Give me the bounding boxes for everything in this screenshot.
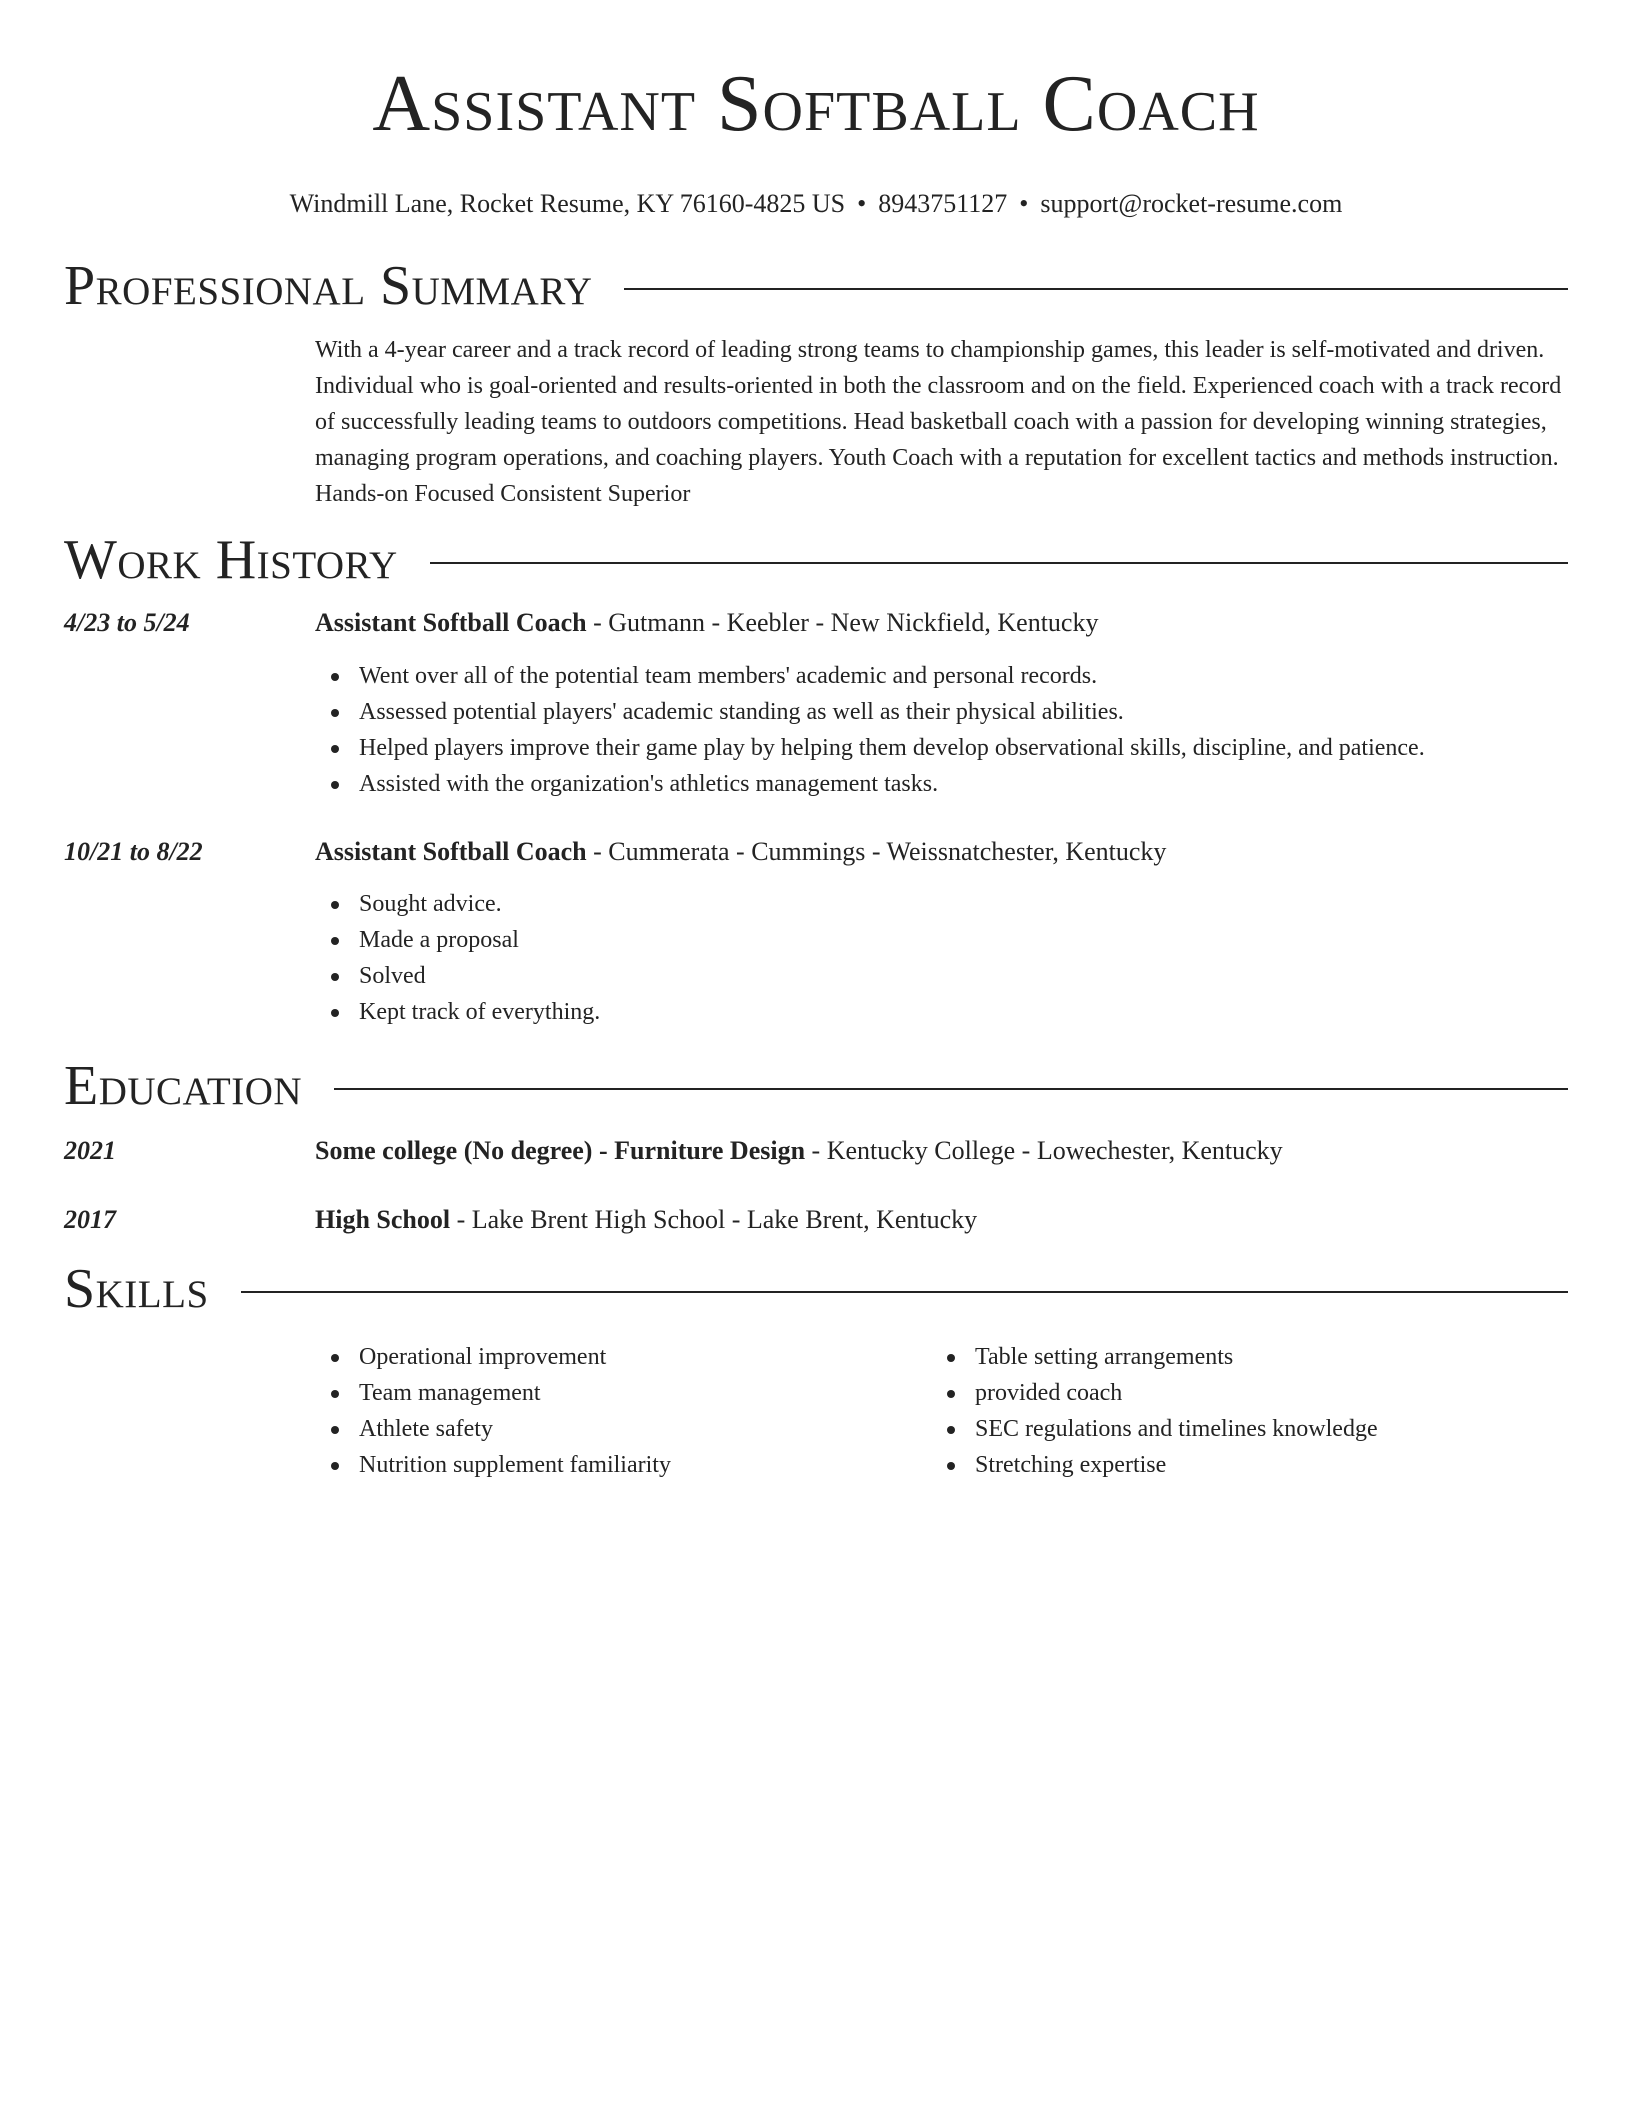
education-year: 2017 — [64, 1205, 116, 1234]
section-divider — [430, 562, 1568, 564]
job-employer-location: - Cummerata - Cummings - Weissnatchester, Kentucky — [586, 837, 1167, 866]
job-duties-list — [315, 886, 1568, 1030]
skills-section-header — [64, 1257, 1568, 1321]
list-item: Helped players improve their game play by helping them develop observational skills, discipline, and patience. — [315, 730, 1568, 766]
summary-heading: Professional Summary — [64, 255, 593, 317]
skill-item: Operational improvement — [315, 1339, 931, 1375]
resume-page — [64, 0, 1568, 1483]
skills-columns — [315, 1339, 1568, 1483]
work-section-header — [64, 528, 1568, 592]
skills-list-left — [315, 1339, 931, 1483]
education-heading-line — [315, 1203, 977, 1237]
job-entry — [64, 835, 1568, 869]
candidate-name: Assistant Softball Coach — [372, 60, 1260, 148]
skill-item: SEC regulations and timelines knowledge — [931, 1411, 1547, 1447]
education-heading: Education — [64, 1055, 303, 1117]
contact-separator: • — [857, 189, 867, 218]
list-item: Kept track of everything. — [315, 994, 1568, 1030]
job-title: Assistant Softball Coach — [315, 608, 587, 637]
list-item: Made a proposal — [315, 922, 1568, 958]
education-section-header — [64, 1054, 1568, 1118]
contact-address: Windmill Lane, Rocket Resume, KY 76160-4825 US — [289, 189, 846, 218]
education-school-location: - Kentucky College - Lowechester, Kentucky — [805, 1136, 1283, 1165]
work-heading: Work History — [64, 529, 398, 591]
summary-section-header — [64, 254, 1568, 318]
contact-phone: 8943751127 — [878, 189, 1008, 218]
section-divider — [624, 288, 1568, 290]
list-item: Sought advice. — [315, 886, 1568, 922]
contact-email: support@rocket-resume.com — [1040, 189, 1343, 218]
summary-text: With a 4-year career and a track record of leading strong teams to championship games, this leader is self-motivated and driven. Individual who is goal-oriented and results-oriented in both the classroom and on the field. Experienced coach with a track record of successfully leading teams to outdoors competitions. Head basketball coach with a passion for developing winning strategies, managing program operations, and coaching players. Youth Coach with a reputation for excellent tactics and methods instruction. Hands-on Focused Consistent Superior — [315, 337, 1562, 507]
job-heading — [315, 835, 1166, 869]
section-divider — [334, 1088, 1568, 1090]
skill-item: provided coach — [931, 1375, 1547, 1411]
job-entry — [64, 606, 1568, 640]
job-dates: 10/21 to 8/22 — [64, 837, 203, 866]
contact-line — [64, 188, 1568, 220]
education-heading-line — [315, 1134, 1283, 1168]
skills-list-right — [931, 1339, 1547, 1483]
skill-item: Table setting arrangements — [931, 1339, 1547, 1375]
education-degree: Some college (No degree) - Furniture Design — [315, 1136, 806, 1165]
job-heading — [315, 606, 1098, 640]
list-item: Solved — [315, 958, 1568, 994]
skill-item: Team management — [315, 1375, 931, 1411]
job-employer-location: - Gutmann - Keebler - New Nickfield, Kentucky — [586, 608, 1099, 637]
list-item: Went over all of the potential team members' academic and personal records. — [315, 658, 1568, 694]
skills-heading: Skills — [64, 1258, 209, 1320]
list-item: Assessed potential players' academic standing as well as their physical abilities. — [315, 694, 1568, 730]
job-title: Assistant Softball Coach — [315, 837, 587, 866]
skill-item: Nutrition supplement familiarity — [315, 1447, 931, 1483]
education-entry — [64, 1134, 1568, 1168]
education-school-location: - Lake Brent High School - Lake Brent, Kentucky — [450, 1205, 978, 1234]
job-duties-list — [315, 658, 1568, 802]
skill-item: Athlete safety — [315, 1411, 931, 1447]
education-degree: High School — [315, 1205, 451, 1234]
education-entry — [64, 1203, 1568, 1237]
education-year: 2021 — [64, 1136, 116, 1165]
job-dates: 4/23 to 5/24 — [64, 608, 190, 637]
contact-separator: • — [1019, 189, 1029, 218]
section-divider — [241, 1291, 1568, 1293]
skill-item: Stretching expertise — [931, 1447, 1547, 1483]
list-item: Assisted with the organization's athletics management tasks. — [315, 766, 1568, 802]
